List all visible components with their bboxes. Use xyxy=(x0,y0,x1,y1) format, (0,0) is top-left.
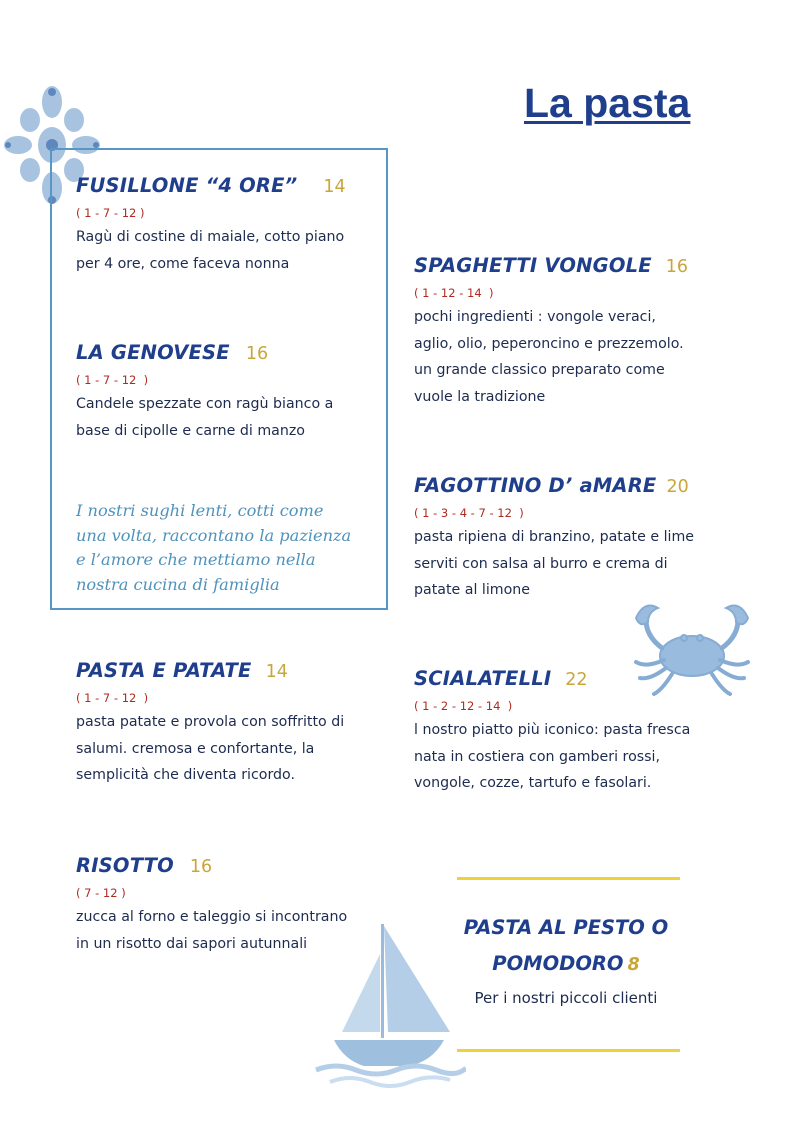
dish-description: pasta ripiena di branzino, patate e lime serviti con salsa al burro e crema di patate al limone xyxy=(414,529,694,598)
dish-description: Ragù di costine di maiale, cotto piano per 4 ore, come faceva nonna xyxy=(76,229,345,272)
dish-price: 14 xyxy=(323,177,346,197)
dish-name: RISOTTO xyxy=(76,854,174,877)
dish-description: pasta patate e provola con soffritto di salumi. cremosa e confortante, la semplicità che diventa ricordo. xyxy=(76,714,345,783)
dish-price: 14 xyxy=(265,662,288,682)
accent-line-bottom xyxy=(457,1049,680,1052)
dish-price: 16 xyxy=(245,344,269,364)
accent-line-top xyxy=(457,877,680,880)
dish-fagottino xyxy=(414,472,744,604)
dish-fusillone xyxy=(76,172,406,277)
dish-price: 20 xyxy=(666,477,689,497)
kids-dish-description: Per i nostri piccoli clienti xyxy=(474,989,658,1007)
dish-allergens: ( 1 - 2 - 12 - 14 ) xyxy=(414,699,513,713)
sailboat-icon xyxy=(306,920,466,1090)
dish-description: Candele spezzate con ragù bianco a base di cipolle e carne di manzo xyxy=(76,396,334,439)
kids-dish xyxy=(446,910,686,1011)
dish-allergens: ( 1 - 3 - 4 - 7 - 12 ) xyxy=(414,506,524,520)
kids-dish-name-line2: POMODORO xyxy=(492,952,624,975)
dish-genovese xyxy=(76,339,406,444)
dish-price: 16 xyxy=(189,857,213,877)
dish-description: pochi ingredienti : vongole veraci, aglio, olio, peperoncino e prezzemolo. un grande classico preparato come vuole la tradizione xyxy=(414,309,684,405)
dish-name: SCIALATELLI xyxy=(414,667,552,690)
dish-allergens: ( 1 - 12 - 14 ) xyxy=(414,286,494,300)
dish-name: LA GENOVESE xyxy=(76,341,230,364)
kids-dish-price: 8 xyxy=(627,955,640,975)
dish-name: FUSILLONE “4 ORE” xyxy=(76,174,298,197)
dish-allergens: ( 7 - 12 ) xyxy=(76,886,126,900)
dish-name: FAGOTTINO D’ aMARE xyxy=(414,474,657,497)
kids-dish-name-line1: PASTA AL PESTO O xyxy=(463,916,669,939)
dish-description: zucca al forno e taleggio si incontrano in un risotto dai sapori autunnali xyxy=(76,909,348,952)
dish-price: 16 xyxy=(665,257,689,277)
dish-allergens: ( 1 - 7 - 12 ) xyxy=(76,373,149,387)
dish-name: SPAGHETTI VONGOLE xyxy=(414,254,652,277)
dish-pasta-e-patate xyxy=(76,657,406,789)
dish-name: PASTA E PATATE xyxy=(76,659,252,682)
dish-allergens: ( 1 - 7 - 12 ) xyxy=(76,691,149,705)
dish-description: l nostro piatto più iconico: pasta fresca nata in costiera con gamberi rossi, vongole, cozze, tartufo e fasolari. xyxy=(414,722,691,791)
dish-scialatelli xyxy=(414,665,744,797)
page-title: La pasta xyxy=(524,80,691,126)
dish-allergens: ( 1 - 7 - 12 ) xyxy=(76,206,145,220)
dish-spaghetti-vongole xyxy=(414,252,744,410)
quote-text: I nostri sughi lenti, cotti come una volta, raccontano la pazienza e l’amore che mettiamo nella nostra cucina di famiglia xyxy=(76,501,352,594)
dish-price: 22 xyxy=(565,670,588,690)
